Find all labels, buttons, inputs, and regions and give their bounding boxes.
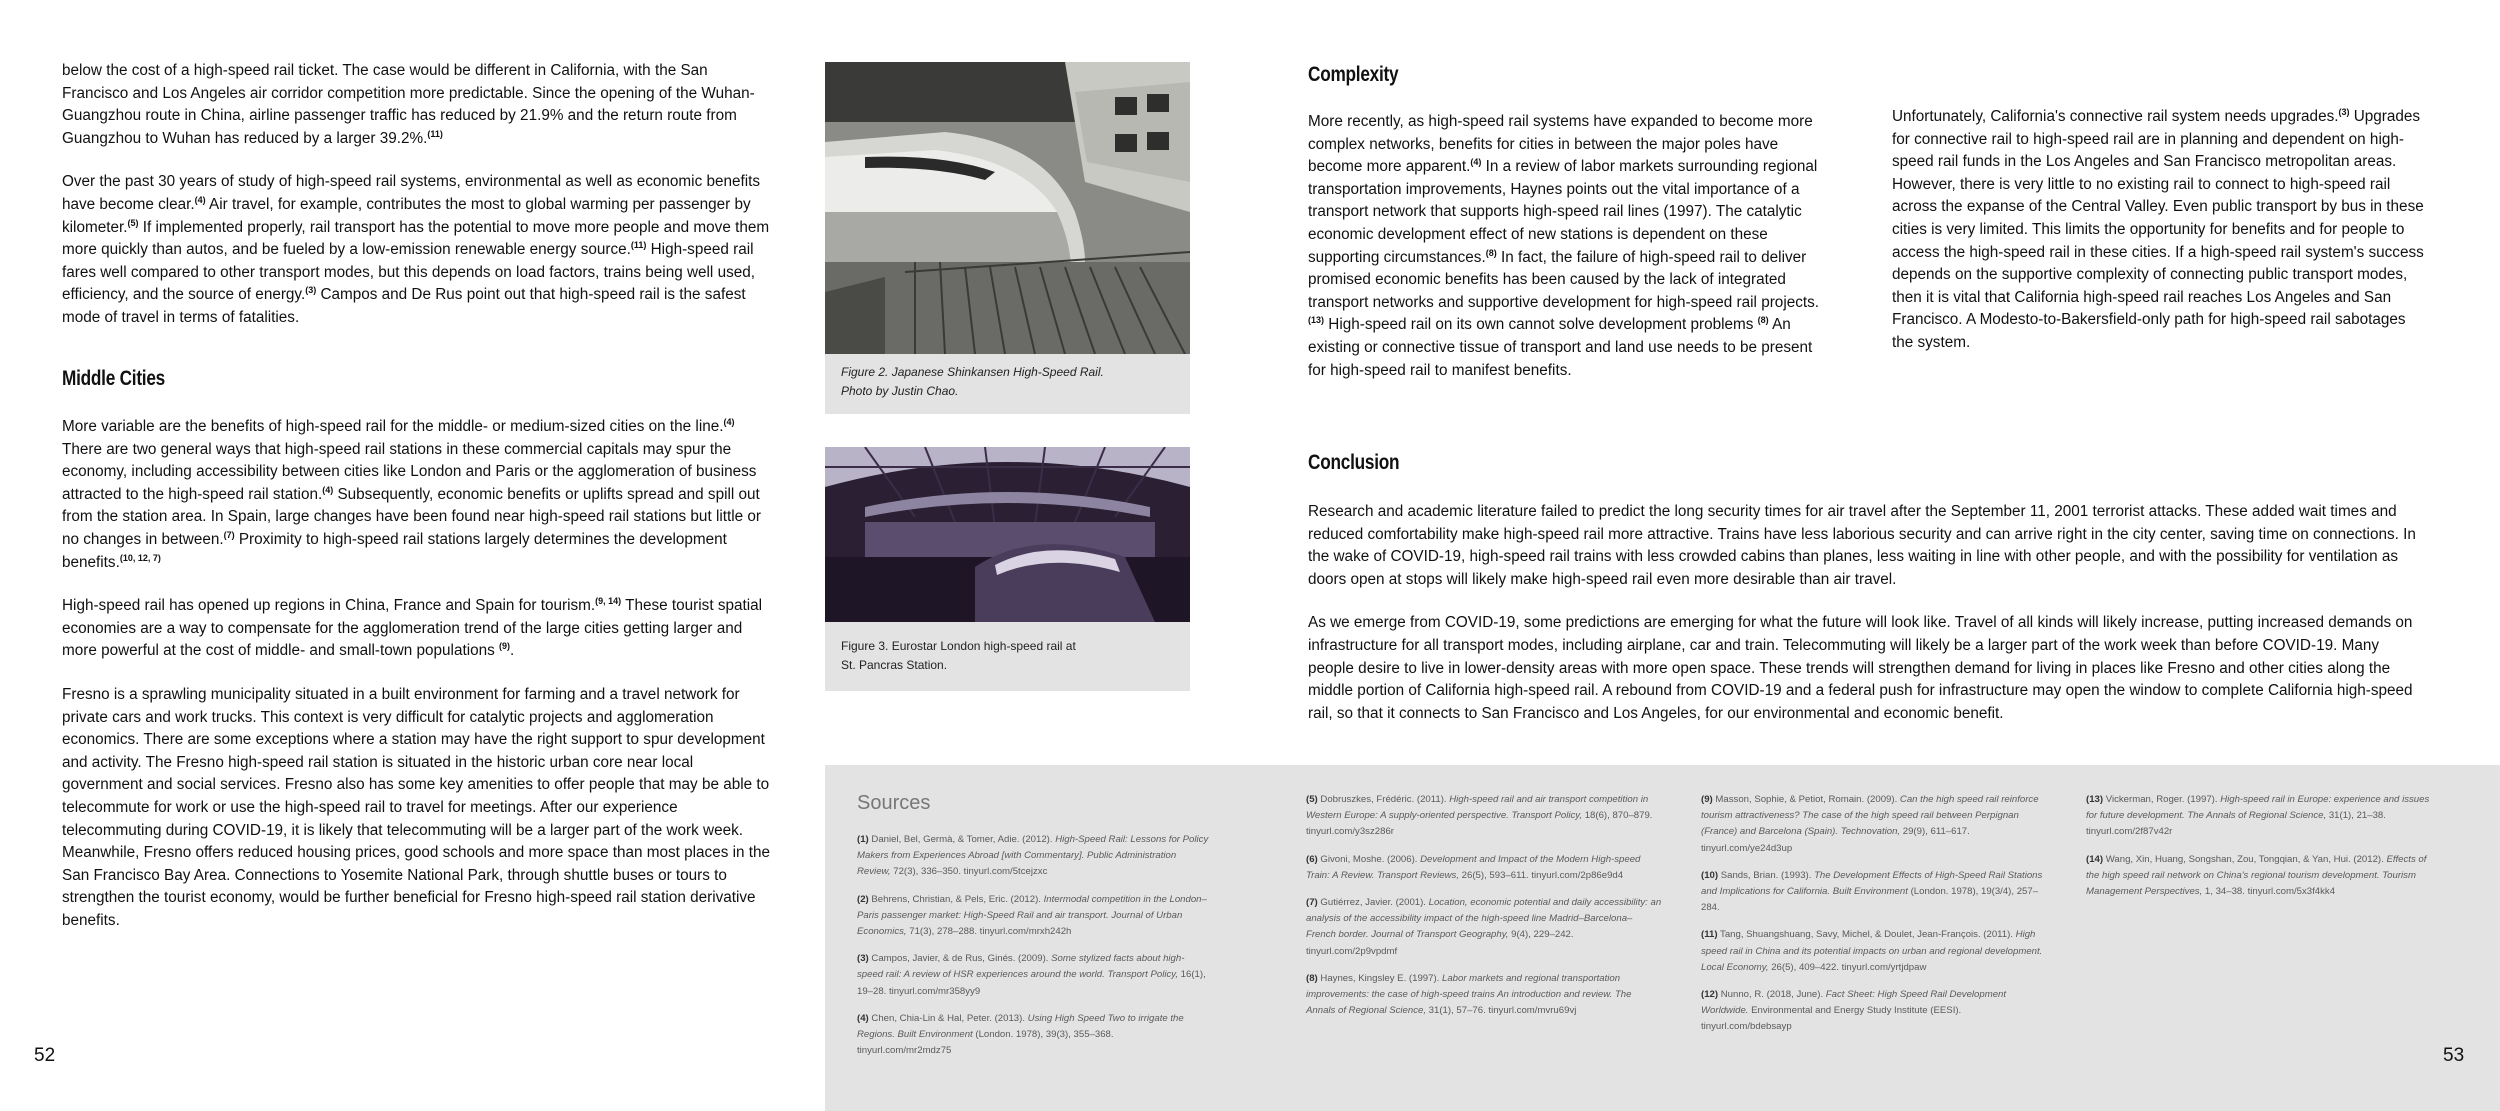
complexity-column-2: [1892, 106, 2427, 376]
page-number-left: 52: [34, 1045, 56, 1066]
source-entry: (5) Dobruszkes, Frédéric. (2011). High-speed rail and air transport competition in Western Europe: A supply-oriented perspective. Transport Policy, 18(6), 870–879. tinyurl.com/y3sz286r: [1306, 794, 1653, 838]
sources-column-1: [857, 832, 1209, 1070]
figure-3: [825, 447, 1190, 691]
source-entry: (1) Daniel, Bel, Germà, & Tomer, Adie. (2012). High-Speed Rail: Lessons for Policy Makers from Experiences Abroad [with Commentary]. Public Administration Review, 72(3), 336–350. tinyurl.com/5tcejzxc: [857, 834, 1209, 878]
source-entry: (8) Haynes, Kingsley E. (1997). Labor markets and regional transportation improvements: the case of high-speed trains An introduction and review. The Annals of Regional Science, 31(1), 57–76. tinyurl.com/mvru69vj: [1306, 972, 1632, 1017]
source-entry: (7) Gutiérrez, Javier. (2001). Location, economic potential and daily accessibility: an analysis of the accessibility impact of the high-speed line Madrid–Barcelona–French border. Journal of Transport Geography, 9(4), 229–242. tinyurl.com/2p9vpdmf: [1306, 897, 1662, 957]
source-entry: (3) Campos, Javier, & de Rus, Ginés. (2009). Some stylized facts about high-speed rail: A review of HSR experiences around the world. Transport Policy, 16(1), 19–28. tinyurl.com/mr358yy9: [857, 953, 1206, 997]
left-column: [62, 60, 777, 351]
left-column-lower: [62, 416, 777, 953]
paragraph-fresno: Fresno is a sprawling municipality situated in a built environment for farming and a travel network for private cars and work trucks. This context is very difficult for catalytic projects and agglomeration economics. There are some exceptions where a station may have the right support to spur development and activity. The Fresno high-speed rail station is situated in the historic urban core near local government and social services. Fresno also has some key amenities to offer people that may be able to telecommute for work or use the high-speed rail to travel for meetings. After our experience telecommuting during COVID-19, it is likely that telecommuting will be a larger part of the work week. Meanwhile, Fresno offers reduced housing prices, good schools and more space than most places in the San Francisco Bay Area. Connections to Yosemite National Park, through shuttle buses or tours to strengthen the tourist economy, would be further beneficial for Fresno high-speed rail station derivative benefits.: [62, 685, 771, 929]
source-entry: (2) Behrens, Christian, & Pels, Eric. (2012). Intermodal competition in the London–Paris passenger market: High-Speed Rail and air transport. Journal of Urban Economics, 71(3), 278–288. tinyurl.com/mrxh242h: [857, 893, 1207, 938]
complexity-column-1: [1308, 111, 1826, 403]
sources-column-3: [1701, 792, 2053, 1047]
paragraph-complexity: More recently, as high-speed rail systems have expanded to become more complex networks, benefits for cities in between the major poles have become more apparent.$^{(4)}$ In a review of labor markets surrounding regional transportation improvements, Haynes points out the vital importance of a transport network that supports high-speed rail lines (1997). The catalytic economic development effect of new stations is dependent on these supporting circumstances.$^{(8)}$ In fact, the failure of high-speed rail to deliver promised economic benefits has been caused by the lack of integrated transport networks and supportive development for high-speed rail projects.$^{(13)}$ High-speed rail on its own cannot solve development problems $^{(8)}$ An existing or connective tissue of transport and land use needs to be present for high-speed rail to manifest benefits.: [1308, 113, 1820, 379]
source-entry: (9) Masson, Sophie, & Petiot, Romain. (2009). Can the high speed rail reinforce tourism attractiveness? The case of the high speed rail between Perpignan (France) and Barcelona (Spain). Technovation, 29(9), 611–617. tinyurl.com/ye24d3up: [1701, 794, 2039, 854]
paragraph-environment: Over the past 30 years of study of high-speed rail systems, environmental as well as economic benefits have become clear.$^{(4)}$ Air travel, for example, contributes the most to global warming per passenger by kilometer.$^{(5)}$ If implemented properly, rail transport has the potential to move more people and move them more quickly than autos, and be fueled by a low-emission renewable energy source.$^{(11)}$ High-speed rail fares well compared to other transport modes, but this depends on load factors, trains being well used, efficiency, and the source of energy.$^{(3)}$ Campos and De Rus point out that high-speed rail is the safest mode of travel in terms of fatalities.: [62, 173, 770, 326]
conclusion-block: [1308, 501, 2428, 746]
paragraph-conclusion-2: As we emerge from COVID-19, some predictions are emerging for what the future will look like. Travel of all kinds will likely increase, putting increased demands on infrastructure for all transport modes, including airplane, car and train. Telecommuting will likely be a larger part of the work week than before COVID-19. Many people desire to live in lower-density areas with more open space. These trends will strengthen demand for living in places like Fresno and other cities along the middle portion of California high-speed rail. A rebound from COVID-19 and a federal push for infrastructure may open the window to complete California high-speed rail, so that it connects to San Francisco and Los Angeles, for our environmental and economic benefit.: [1308, 614, 2413, 722]
paragraph-regions: High-speed rail has opened up regions in China, France and Spain for tourism.$^{(9, 14)}$ These tourist spatial economies are a way to compensate for the agglomeration trend of the large cities getting larger and more powerful at the cost of middle- and small-town populations $^{(9)}$.: [62, 596, 763, 660]
heading-complexity: Complexity: [1308, 63, 1399, 86]
source-entry: (14) Wang, Xin, Huang, Songshan, Zou, Tongqian, & Yan, Hui. (2012). Effects of the high speed rail network on China's regional tourism development. Tourism Management Perspectives, 1, 34–38. tinyurl.com/5x3f4kk4: [2086, 853, 2427, 898]
paragraph-california: Unfortunately, California's connective rail system needs upgrades.$^{(3)}$ Upgrades for connective rail to high-speed rail are in planning and dependent on high-speed rail funds in the Los Angeles and San Francisco metropolitan areas. However, there is very little to no existing rail to connect to high-speed rail across the expanse of the Central Valley. Even public transport by bus in these cities is very limited. This limits the opportunity for benefits and for people to access the high-speed rail in these cities. If a high-speed rail system's success depends on the supportive complexity of connecting public transport modes, then it is vital that California high-speed rail reaches Los Angeles and San Francisco. A Modesto-to-Bakersfield-only path for high-speed rail sabotages the system.: [1892, 106, 2424, 351]
page-number-right: 53: [2443, 1045, 2465, 1066]
source-entry: (12) Nunno, R. (2018, June). Fact Sheet: High Speed Rail Development Worldwide. Environmental and Energy Study Institute (EESI). tinyurl.com/bdebsayp: [1701, 989, 2007, 1033]
source-entry: (13) Vickerman, Roger. (1997). High-speed rail in Europe: experience and issues for future development. The Annals of Regional Science, 31(1), 21–38. tinyurl.com/2f87v42r: [2086, 794, 2430, 838]
figure-2-caption: Figure 2. Japanese Shinkansen High-Speed Rail. Photo by Justin Chao.: [841, 365, 1104, 398]
sources-column-4: [2086, 792, 2432, 911]
figure-3-caption: Figure 3. Eurostar London high-speed rail at St. Pancras Station.: [841, 639, 1076, 672]
source-entry: (6) Givoni, Moshe. (2006). Development and Impact of the Modern High-speed Train: A Review. Transport Reviews, 26(5), 593–611. tinyurl.com/2p86e9d4: [1306, 853, 1641, 881]
sources-title: Sources: [857, 792, 931, 814]
sources-column-2: [1306, 792, 1662, 1030]
figure-2: [825, 62, 1190, 414]
shinkansen-photo: [825, 62, 1190, 354]
heading-conclusion: Conclusion: [1308, 451, 1400, 474]
st-pancras-photo: [825, 447, 1190, 622]
source-entry: (11) Tang, Shuangshuang, Savy, Michel, & Doulet, Jean-François. (2011). High speed rail in China and its potential impacts on urban and regional development. Local Economy, 26(5), 409–422. tinyurl.com/yrtjdpaw: [1701, 929, 2043, 973]
paragraph-intro: below the cost of a high-speed rail ticket. The case would be different in California, with the San Francisco and Los Angeles air corridor competition more predictable. Since the opening of the Wuhan-Guangzhou route in China, airline passenger traffic has reduced by 21.9% and the return route from Guangzhou to Wuhan has reduced by a larger 39.2%.$^{(11)}$: [62, 62, 755, 147]
paragraph-middle-cities: More variable are the benefits of high-speed rail for the middle- or medium-sized cities on the line.$^{(4)}$ There are two general ways that high-speed rail stations in these commercial capitals may spur the economy, including accessibility between cities like London and Paris or the agglomeration of business attracted to the high-speed rail station.$^{(4)}$ Subsequently, economic benefits or uplifts spread and spill out from the station area. In Spain, large changes have been found near high-speed rail stations but little or no changes in between.$^{(7)}$ Proximity to high-speed rail stations largely determines the development benefits.$^{(10, 12, 7)}$: [62, 416, 761, 571]
source-entry: (10) Sands, Brian. (1993). The Development Effects of High-Speed Rail Stations and Implications for California. Built Environment (London. 1978), 19(3/4), 257–284.: [1701, 869, 2043, 914]
paragraph-conclusion-1: Research and academic literature failed to predict the long security times for air travel after the September 11, 2001 terrorist attacks. These added wait times and reduced comfortability make high-speed rail more attractive. Trains have less laborious security and can arrive right in the city center, saving time on connections. In the wake of COVID-19, high-speed rail trains with less crowded cabins than planes, less waiting in line with other people, and with the possibility for ventilation as doors open at stops will likely make high-speed rail even more desirable than air travel.: [1308, 503, 2416, 588]
heading-middle-cities: Middle Cities: [62, 367, 166, 390]
source-entry: (4) Chen, Chia-Lin & Hal, Peter. (2013). Using High Speed Two to irrigate the Regions. Built Environment (London. 1978), 39(3), 355–368. tinyurl.com/mr2mdz75: [857, 1012, 1184, 1057]
